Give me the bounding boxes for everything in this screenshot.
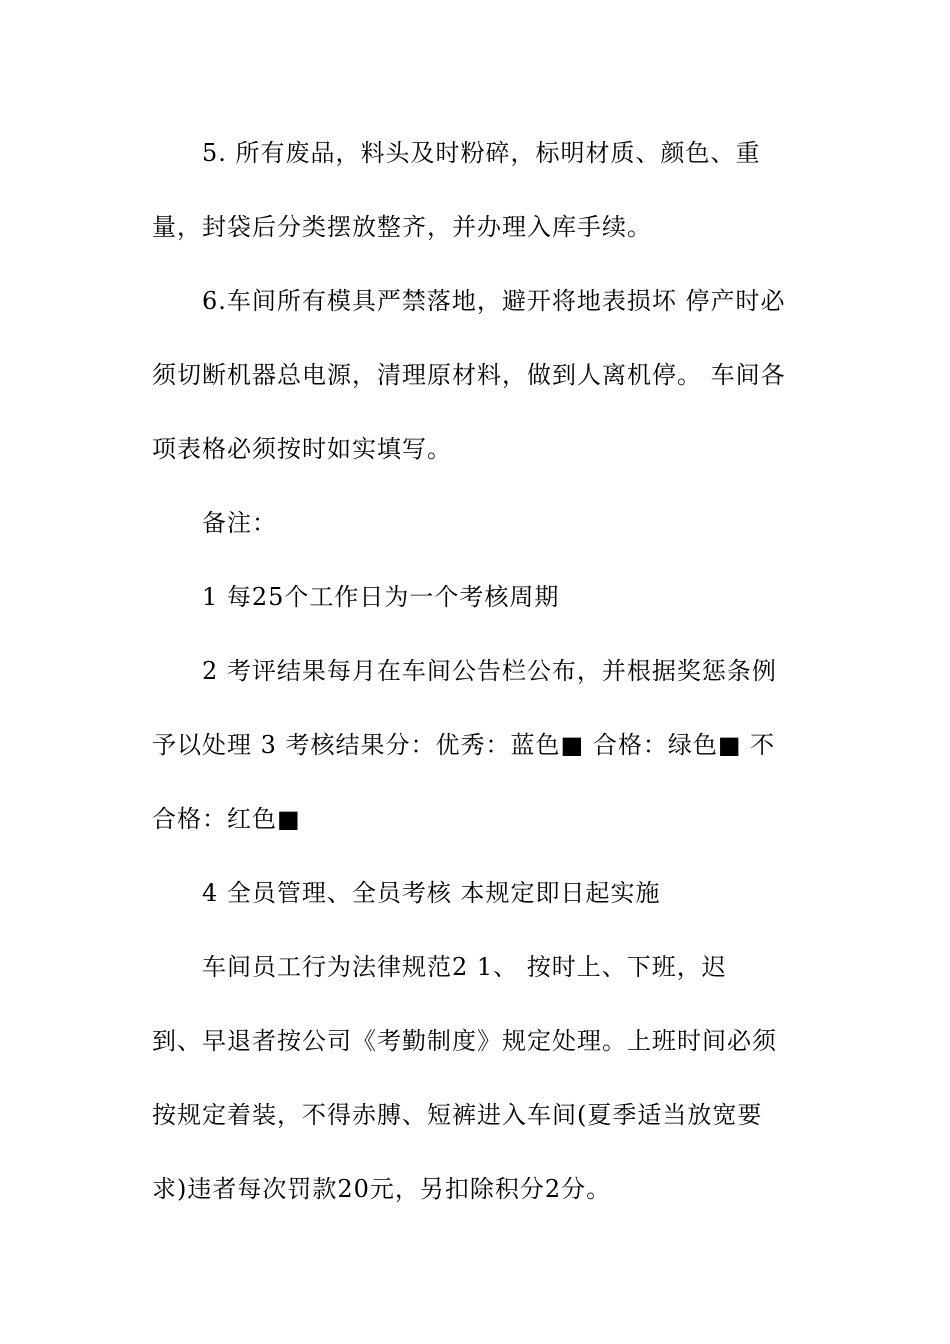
text-line: 到、早退者按公司《考勤制度》规定处理。上班时间必须 [152, 1027, 777, 1055]
text-line: 5. 所有废品，料头及时粉碎，标明材质、颜色、重 [202, 139, 761, 167]
document-body [152, 124, 812, 1234]
remark-item: 2 考评结果每月在车间公告栏公布，并根据奖惩条例 [202, 657, 777, 685]
text-line: 按规定着装，不得赤膊、短裤进入车间(夏季适当放宽要 [152, 1101, 763, 1129]
text-line: 合格：红色■ [152, 805, 301, 833]
remark-item: 1 每25个工作日为一个考核周期 [202, 583, 560, 611]
remarks-heading: 备注： [202, 509, 277, 537]
remark-item: 4 全员管理、全员考核 本规定即日起实施 [202, 879, 661, 907]
text-line: 求)违者每次罚款20元，另扣除积分2分。 [152, 1175, 612, 1203]
text-line: 予以处理 3 考核结果分：优秀：蓝色■ 合格：绿色■ 不 [152, 731, 776, 759]
text-line: 6.车间所有模具严禁落地，避开将地表损坏 停产时必 [202, 287, 786, 315]
section-start-line: 车间员工行为法律规范2 1、 按时上、下班，迟 [202, 953, 727, 981]
text-line: 量，封袋后分类摆放整齐，并办理入库手续。 [152, 213, 652, 241]
text-line: 须切断机器总电源，清理原材料，做到人离机停。 车间各 [152, 361, 786, 389]
text-line: 项表格必须按时如实填写。 [152, 435, 452, 463]
